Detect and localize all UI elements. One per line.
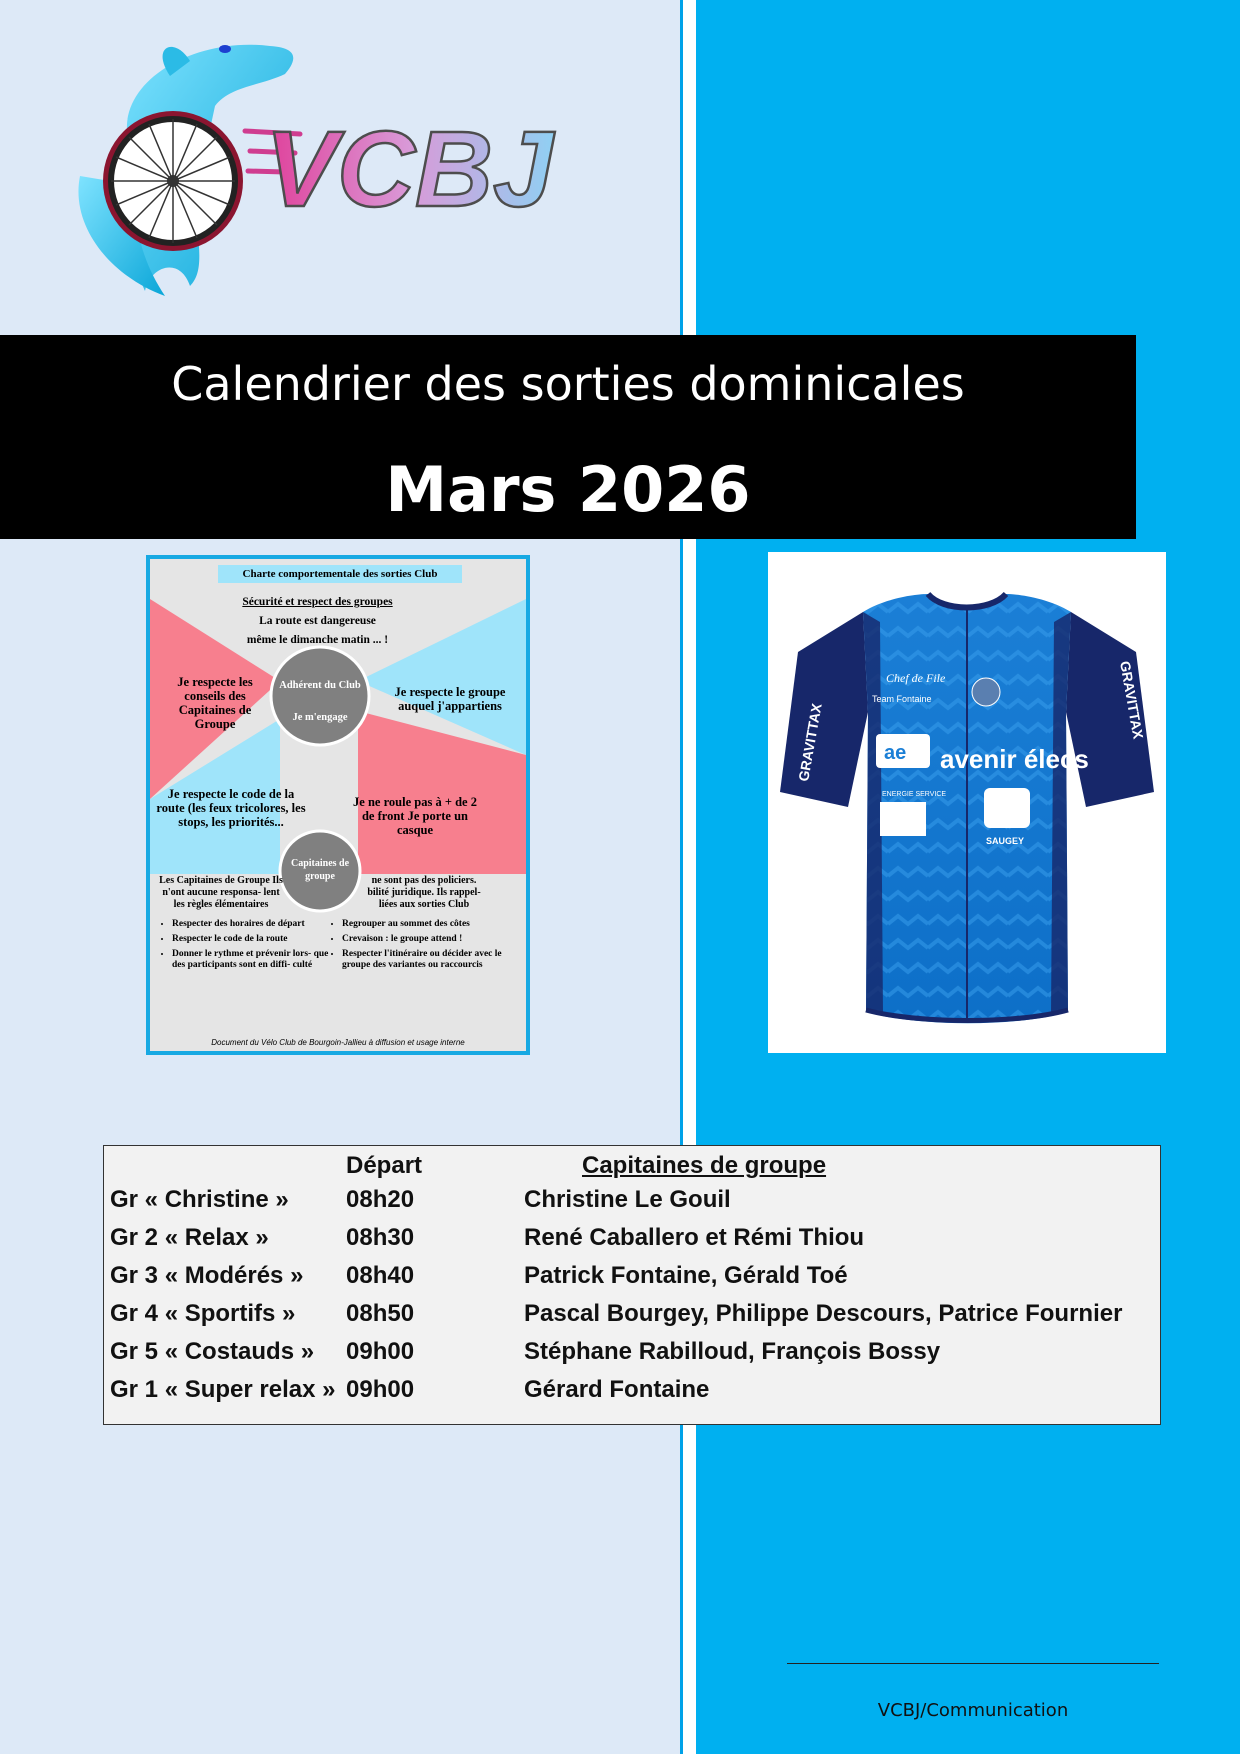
energie-service-logo-icon [880, 802, 926, 836]
table-row [104, 1300, 1160, 1336]
schedule-table [103, 1145, 1161, 1425]
list-item: • Respecter l'itinéraire ou décider avec le groupe des variantes ou raccourcis [342, 949, 504, 971]
group-captains: Christine Le Gouil [524, 1186, 731, 1213]
group-name: Gr « Christine » [110, 1186, 289, 1213]
charter-center-line1: Adhérent du Club [279, 680, 361, 691]
list-item: • Crevaison : le groupe attend ! [342, 934, 504, 945]
vcbj-logo [70, 26, 590, 326]
group-captains: Patrick Fontaine, Gérald Toé [524, 1262, 848, 1289]
charter-note-right: ne sont pas des policiers. bilité juridique. Ils rappel- liées aux sorties Club [367, 875, 481, 910]
group-name: Gr 2 « Relax » [110, 1224, 269, 1251]
signature-line [787, 1663, 1159, 1664]
departure-time: 09h00 [346, 1338, 415, 1365]
sponsor-team: Team Fontaine [872, 694, 932, 704]
title-banner [0, 335, 1136, 539]
charter-line-3: même le dimanche matin ... ! [246, 634, 389, 646]
charter-bullets-right [324, 919, 504, 975]
table-row [104, 1262, 1160, 1298]
group-name: Gr 1 « Super relax » [110, 1376, 336, 1403]
group-captains: René Caballero et Rémi Thiou [524, 1224, 865, 1251]
charter-captains-circle: Capitaines de groupe [290, 858, 350, 882]
list-item: • Respecter des horaires de départ [172, 919, 334, 930]
charter-line-2: La route est dangereuse [259, 615, 376, 627]
group-captains: Pascal Bourgey, Philippe Descours, Patrice Fournier [524, 1300, 1123, 1327]
sponsor-side-right: GRAVITTAX [1117, 659, 1147, 741]
charter-bottom-left-text: Je respecte le code de la route (les feux tricolores, les stops, les priorités... [156, 787, 306, 829]
calendar-title: Calendrier des sorties dominicales [171, 357, 965, 411]
group-name: Gr 3 « Modérés » [110, 1262, 304, 1289]
charter-center-line2: Je m'engage [292, 712, 348, 723]
sponsor-chef: Chef de File [886, 671, 946, 685]
logo-text: VCBJ [265, 108, 554, 229]
departure-time: 09h00 [346, 1376, 415, 1403]
group-name: Gr 5 « Costauds » [110, 1338, 315, 1365]
sponsor-energie: ENERGIE SERVICE [882, 791, 947, 798]
svg-text:ae: ae [884, 742, 907, 764]
charter-line-1: Sécurité et respect des groupes [242, 596, 393, 608]
header-captains: Capitaines de groupe [582, 1152, 827, 1179]
charter-title: Charte comportementale des sorties Club [218, 565, 462, 583]
departure-time: 08h30 [346, 1224, 415, 1251]
group-name: Gr 4 « Sportifs » [110, 1300, 296, 1327]
club-badge-icon [972, 678, 1000, 706]
footer-text: VCBJ/Communication [877, 1700, 1069, 1721]
charter-left-text: Je respecte les conseils des Capitaines de Groupe [177, 675, 253, 731]
departure-time: 08h50 [346, 1300, 415, 1327]
departure-time: 08h40 [346, 1262, 415, 1289]
charter-note-left: Les Capitaines de Groupe Ils n'ont aucune responsa- lent les règles élémentaires [159, 875, 283, 910]
charter-poster [146, 555, 530, 1055]
header-depart: Départ [346, 1152, 423, 1179]
group-captains: Stéphane Rabilloud, François Bossy [524, 1338, 941, 1365]
list-item: • Respecter le code de la route [172, 934, 334, 945]
charter-footer: Document du Vélo Club de Bourgoin-Jallieu à diffusion et usage interne [211, 1038, 465, 1047]
table-row [104, 1338, 1160, 1374]
charter-bottom-right-text: Je ne roule pas à + de 2 de front Je porte un casque [353, 795, 477, 837]
table-row [104, 1376, 1160, 1412]
list-item: • Regrouper au sommet des côtes [342, 919, 504, 930]
charter-right-text: Je respecte le groupe auquel j'appartiens [394, 685, 506, 713]
jersey-image [768, 552, 1166, 1053]
list-item: • Donner le rythme et prévenir lors- que des participants sont en diffi- culté [172, 949, 334, 971]
charter-bullets-left [154, 919, 334, 975]
table-row [104, 1224, 1160, 1260]
table-row [104, 1186, 1160, 1222]
jersey-illustration [768, 552, 1166, 1053]
sponsor-side-left: GRAVITTAX [795, 702, 825, 783]
saugey-logo-icon [984, 788, 1030, 828]
departure-time: 08h20 [346, 1186, 415, 1213]
group-captains: Gérard Fontaine [524, 1376, 710, 1403]
month-title: Mars 2026 [385, 453, 751, 526]
sponsor-main: avenir élecs [940, 744, 1089, 774]
sponsor-saugey: SAUGEY [986, 836, 1025, 846]
divider-gap [683, 0, 696, 1754]
